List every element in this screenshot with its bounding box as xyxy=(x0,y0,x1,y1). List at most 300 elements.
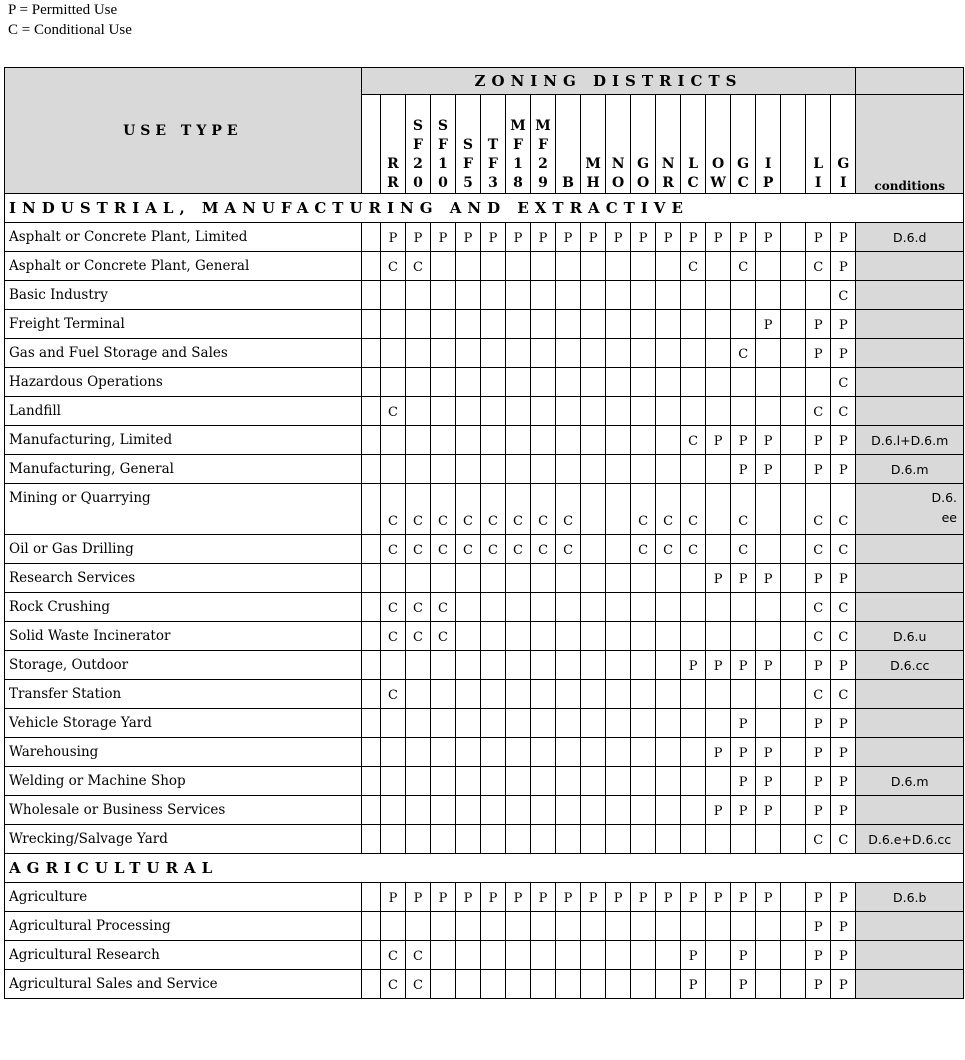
district-cell xyxy=(506,339,531,368)
district-cell xyxy=(781,564,806,593)
district-cell xyxy=(380,912,405,941)
district-cell xyxy=(806,368,831,397)
spacer-cell xyxy=(361,281,380,310)
use-type-name: Landfill xyxy=(5,397,362,426)
district-cell xyxy=(556,796,581,825)
district-cell: P xyxy=(430,883,455,912)
district-cell xyxy=(531,339,556,368)
condition-cell xyxy=(856,310,964,339)
district-cell: P xyxy=(606,223,631,252)
condition-cell xyxy=(856,535,964,564)
condition-cell: D.6. ee xyxy=(856,484,964,535)
district-column-header: M H xyxy=(581,95,606,194)
district-cell: C xyxy=(380,622,405,651)
district-cell xyxy=(455,310,480,339)
district-cell xyxy=(656,455,681,484)
district-cell xyxy=(681,796,706,825)
district-column-header: N O xyxy=(606,95,631,194)
district-cell xyxy=(405,455,430,484)
district-cell xyxy=(581,455,606,484)
district-cell xyxy=(656,564,681,593)
district-cell xyxy=(556,252,581,281)
table-row xyxy=(5,339,964,368)
district-cell: P xyxy=(706,883,731,912)
district-cell xyxy=(481,310,506,339)
table-row xyxy=(5,738,964,767)
district-cell: P xyxy=(756,796,781,825)
condition-cell: D.6.e+D.6.cc xyxy=(856,825,964,854)
district-cell: C xyxy=(681,252,706,281)
district-cell xyxy=(506,397,531,426)
district-cell xyxy=(606,941,631,970)
spacer-cell xyxy=(361,252,380,281)
district-cell: C xyxy=(681,484,706,535)
district-cell xyxy=(706,767,731,796)
district-cell xyxy=(380,426,405,455)
use-type-name: Agricultural Sales and Service xyxy=(5,970,362,999)
district-cell xyxy=(631,767,656,796)
district-cell xyxy=(681,912,706,941)
district-cell: C xyxy=(455,535,480,564)
district-cell xyxy=(430,368,455,397)
district-cell: C xyxy=(380,484,405,535)
table-row xyxy=(5,397,964,426)
district-cell xyxy=(506,281,531,310)
district-cell: C xyxy=(831,484,856,535)
district-cell: C xyxy=(806,484,831,535)
district-cell xyxy=(731,912,756,941)
district-cell xyxy=(681,680,706,709)
district-cell xyxy=(506,622,531,651)
section-title: INDUSTRIAL, MANUFACTURING AND EXTRACTIVE xyxy=(5,194,964,223)
district-cell xyxy=(506,970,531,999)
district-cell xyxy=(631,912,656,941)
table-row xyxy=(5,535,964,564)
district-cell xyxy=(506,941,531,970)
district-cell xyxy=(405,310,430,339)
district-cell xyxy=(405,796,430,825)
district-cell xyxy=(430,339,455,368)
district-cell xyxy=(606,709,631,738)
district-cell xyxy=(706,484,731,535)
district-cell xyxy=(631,825,656,854)
district-cell: C xyxy=(380,680,405,709)
district-cell xyxy=(681,310,706,339)
condition-cell xyxy=(856,680,964,709)
district-cell xyxy=(455,281,480,310)
use-type-name: Mining or Quarrying xyxy=(5,484,362,535)
district-cell xyxy=(581,593,606,622)
district-cell xyxy=(531,680,556,709)
spacer-cell xyxy=(361,767,380,796)
district-cell xyxy=(781,709,806,738)
district-cell: P xyxy=(806,883,831,912)
district-cell xyxy=(706,339,731,368)
district-cell: P xyxy=(581,223,606,252)
district-cell: P xyxy=(831,455,856,484)
district-cell: C xyxy=(481,484,506,535)
district-cell xyxy=(781,796,806,825)
district-cell: C xyxy=(405,535,430,564)
use-type-name: Oil or Gas Drilling xyxy=(5,535,362,564)
district-cell xyxy=(756,825,781,854)
condition-cell: D.6.m xyxy=(856,767,964,796)
district-cell: P xyxy=(481,883,506,912)
spacer-cell xyxy=(361,455,380,484)
district-cell xyxy=(506,310,531,339)
district-cell: P xyxy=(831,767,856,796)
district-cell: P xyxy=(806,455,831,484)
district-cell xyxy=(581,912,606,941)
district-cell: C xyxy=(831,825,856,854)
district-cell: P xyxy=(831,310,856,339)
district-cell: P xyxy=(831,912,856,941)
district-cell xyxy=(430,767,455,796)
district-cell xyxy=(430,252,455,281)
district-cell xyxy=(531,825,556,854)
district-cell xyxy=(656,825,681,854)
district-cell xyxy=(556,281,581,310)
district-cell: P xyxy=(831,223,856,252)
district-cell xyxy=(531,397,556,426)
district-cell: P xyxy=(706,796,731,825)
district-cell xyxy=(506,368,531,397)
table-row xyxy=(5,796,964,825)
district-cell: P xyxy=(831,883,856,912)
district-cell xyxy=(656,941,681,970)
district-cell xyxy=(706,281,731,310)
use-type-name: Storage, Outdoor xyxy=(5,651,362,680)
district-cell: C xyxy=(831,680,856,709)
district-cell xyxy=(405,368,430,397)
district-cell xyxy=(481,252,506,281)
condition-cell: D.6.u xyxy=(856,622,964,651)
district-cell: P xyxy=(756,738,781,767)
district-cell xyxy=(380,651,405,680)
district-cell xyxy=(706,825,731,854)
district-cell: P xyxy=(831,339,856,368)
district-cell: C xyxy=(831,397,856,426)
district-cell xyxy=(430,825,455,854)
district-cell: P xyxy=(455,223,480,252)
district-cell xyxy=(506,564,531,593)
district-cell xyxy=(531,593,556,622)
district-cell xyxy=(631,651,656,680)
district-cell xyxy=(631,397,656,426)
district-cell xyxy=(731,825,756,854)
section-row xyxy=(5,194,964,223)
district-cell xyxy=(781,941,806,970)
use-type-header: USE TYPE xyxy=(5,68,362,194)
district-cell xyxy=(581,622,606,651)
district-cell xyxy=(531,455,556,484)
spacer-cell xyxy=(361,368,380,397)
district-cell xyxy=(481,767,506,796)
district-cell xyxy=(756,368,781,397)
district-cell: P xyxy=(731,796,756,825)
district-cell xyxy=(756,680,781,709)
condition-cell: D.6.l+D.6.m xyxy=(856,426,964,455)
district-cell xyxy=(606,368,631,397)
district-cell: P xyxy=(831,738,856,767)
district-cell xyxy=(455,593,480,622)
district-cell xyxy=(430,709,455,738)
district-cell: P xyxy=(831,941,856,970)
district-cell: P xyxy=(606,883,631,912)
district-cell xyxy=(681,825,706,854)
use-type-name: Basic Industry xyxy=(5,281,362,310)
use-type-name: Manufacturing, Limited xyxy=(5,426,362,455)
section-row xyxy=(5,854,964,883)
district-cell xyxy=(656,397,681,426)
district-cell xyxy=(556,825,581,854)
district-cell xyxy=(481,941,506,970)
district-cell: P xyxy=(681,223,706,252)
district-cell: C xyxy=(831,281,856,310)
district-cell: C xyxy=(556,484,581,535)
district-cell xyxy=(781,825,806,854)
district-cell: P xyxy=(831,252,856,281)
district-cell xyxy=(581,339,606,368)
condition-cell: D.6.b xyxy=(856,883,964,912)
district-cell: P xyxy=(706,564,731,593)
district-cell xyxy=(430,281,455,310)
district-cell xyxy=(581,825,606,854)
condition-cell xyxy=(856,738,964,767)
table-row xyxy=(5,455,964,484)
district-cell: P xyxy=(405,223,430,252)
district-cell xyxy=(430,651,455,680)
district-column-header: I P xyxy=(756,95,781,194)
district-cell: P xyxy=(455,883,480,912)
district-cell xyxy=(556,368,581,397)
district-cell xyxy=(731,397,756,426)
legend xyxy=(8,0,132,40)
use-type-name: Asphalt or Concrete Plant, Limited xyxy=(5,223,362,252)
district-cell xyxy=(405,738,430,767)
district-cell: C xyxy=(531,535,556,564)
district-cell: P xyxy=(681,941,706,970)
district-cell xyxy=(455,368,480,397)
district-cell xyxy=(380,310,405,339)
district-cell xyxy=(556,593,581,622)
spacer-cell xyxy=(361,484,380,535)
district-cell: P xyxy=(481,223,506,252)
district-cell xyxy=(581,397,606,426)
district-cell: C xyxy=(731,535,756,564)
district-cell: P xyxy=(756,883,781,912)
district-cell xyxy=(506,651,531,680)
district-cell xyxy=(380,738,405,767)
table-row xyxy=(5,310,964,339)
district-cell xyxy=(380,368,405,397)
district-cell xyxy=(506,252,531,281)
district-cell xyxy=(631,310,656,339)
district-cell xyxy=(731,368,756,397)
spacer-cell xyxy=(361,651,380,680)
district-cell xyxy=(430,796,455,825)
district-cell xyxy=(481,426,506,455)
district-cell: P xyxy=(806,738,831,767)
use-type-name: Manufacturing, General xyxy=(5,455,362,484)
condition-cell xyxy=(856,709,964,738)
district-cell xyxy=(380,281,405,310)
district-cell: P xyxy=(405,883,430,912)
district-cell xyxy=(556,680,581,709)
district-cell xyxy=(430,941,455,970)
condition-cell xyxy=(856,593,964,622)
district-cell xyxy=(531,651,556,680)
district-cell xyxy=(455,564,480,593)
district-cell: P xyxy=(806,426,831,455)
district-cell xyxy=(781,484,806,535)
district-cell: P xyxy=(731,941,756,970)
district-cell: P xyxy=(380,223,405,252)
table-row xyxy=(5,252,964,281)
district-cell xyxy=(781,593,806,622)
district-column-header: S F 5 xyxy=(455,95,480,194)
district-cell xyxy=(556,622,581,651)
district-cell xyxy=(706,397,731,426)
district-cell: P xyxy=(756,651,781,680)
district-cell xyxy=(481,564,506,593)
use-type-name: Research Services xyxy=(5,564,362,593)
district-cell xyxy=(631,622,656,651)
district-cell xyxy=(455,825,480,854)
district-cell xyxy=(606,310,631,339)
district-cell xyxy=(556,941,581,970)
district-cell: C xyxy=(731,339,756,368)
use-type-name: Wholesale or Business Services xyxy=(5,796,362,825)
district-cell: P xyxy=(731,883,756,912)
spacer-cell xyxy=(361,593,380,622)
district-cell xyxy=(781,767,806,796)
district-cell xyxy=(556,455,581,484)
district-cell xyxy=(531,970,556,999)
district-cell xyxy=(731,680,756,709)
district-cell xyxy=(706,622,731,651)
district-cell xyxy=(681,564,706,593)
district-cell xyxy=(531,709,556,738)
district-column-header: B xyxy=(556,95,581,194)
condition-cell xyxy=(856,368,964,397)
district-cell xyxy=(706,680,731,709)
district-cell: P xyxy=(706,738,731,767)
condition-cell xyxy=(856,564,964,593)
district-cell xyxy=(581,484,606,535)
district-cell: C xyxy=(405,622,430,651)
district-cell xyxy=(430,912,455,941)
spacer-cell xyxy=(361,622,380,651)
table-row xyxy=(5,883,964,912)
district-cell: P xyxy=(430,223,455,252)
district-cell: C xyxy=(380,970,405,999)
district-cell xyxy=(506,912,531,941)
district-column-header: L C xyxy=(681,95,706,194)
district-cell xyxy=(781,738,806,767)
use-type-name: Agriculture xyxy=(5,883,362,912)
district-cell: P xyxy=(806,941,831,970)
table-row xyxy=(5,767,964,796)
district-cell xyxy=(455,709,480,738)
district-cell xyxy=(781,680,806,709)
district-cell xyxy=(756,397,781,426)
district-cell: P xyxy=(731,651,756,680)
district-cell xyxy=(606,426,631,455)
district-cell xyxy=(656,368,681,397)
spacer-cell xyxy=(361,709,380,738)
district-cell xyxy=(606,651,631,680)
district-cell: C xyxy=(380,535,405,564)
column-header-blank xyxy=(361,95,380,194)
spacer-cell xyxy=(361,825,380,854)
district-cell: P xyxy=(656,223,681,252)
district-cell xyxy=(781,252,806,281)
district-cell xyxy=(706,310,731,339)
district-cell: C xyxy=(405,252,430,281)
district-cell xyxy=(405,709,430,738)
district-cell xyxy=(531,368,556,397)
district-column-header: G C xyxy=(731,95,756,194)
district-cell xyxy=(481,397,506,426)
district-cell xyxy=(631,941,656,970)
district-cell xyxy=(631,796,656,825)
district-cell: C xyxy=(430,622,455,651)
district-cell xyxy=(781,455,806,484)
table-row xyxy=(5,912,964,941)
district-cell xyxy=(631,593,656,622)
district-cell xyxy=(455,738,480,767)
district-cell xyxy=(380,455,405,484)
district-cell: C xyxy=(656,535,681,564)
district-cell xyxy=(556,912,581,941)
district-cell xyxy=(581,310,606,339)
district-cell xyxy=(430,564,455,593)
district-cell xyxy=(706,941,731,970)
spacer-cell xyxy=(361,535,380,564)
district-cell: P xyxy=(731,709,756,738)
district-cell xyxy=(731,281,756,310)
use-type-name: Wrecking/Salvage Yard xyxy=(5,825,362,854)
district-cell xyxy=(455,796,480,825)
condition-cell xyxy=(856,970,964,999)
district-column-header: T F 3 xyxy=(481,95,506,194)
district-cell xyxy=(531,564,556,593)
district-cell: C xyxy=(631,535,656,564)
district-cell xyxy=(806,281,831,310)
use-type-name: Gas and Fuel Storage and Sales xyxy=(5,339,362,368)
district-cell xyxy=(631,709,656,738)
district-cell xyxy=(556,426,581,455)
district-cell xyxy=(405,339,430,368)
district-cell: P xyxy=(831,796,856,825)
district-cell: C xyxy=(806,622,831,651)
district-cell xyxy=(656,680,681,709)
district-cell xyxy=(531,252,556,281)
district-cell: C xyxy=(380,252,405,281)
district-cell xyxy=(606,281,631,310)
district-cell xyxy=(405,397,430,426)
district-cell xyxy=(706,368,731,397)
district-cell xyxy=(781,397,806,426)
district-cell xyxy=(756,593,781,622)
district-cell: P xyxy=(806,339,831,368)
district-cell xyxy=(380,825,405,854)
district-cell: P xyxy=(656,883,681,912)
use-type-name: Solid Waste Incinerator xyxy=(5,622,362,651)
district-cell xyxy=(606,912,631,941)
district-cell xyxy=(581,680,606,709)
